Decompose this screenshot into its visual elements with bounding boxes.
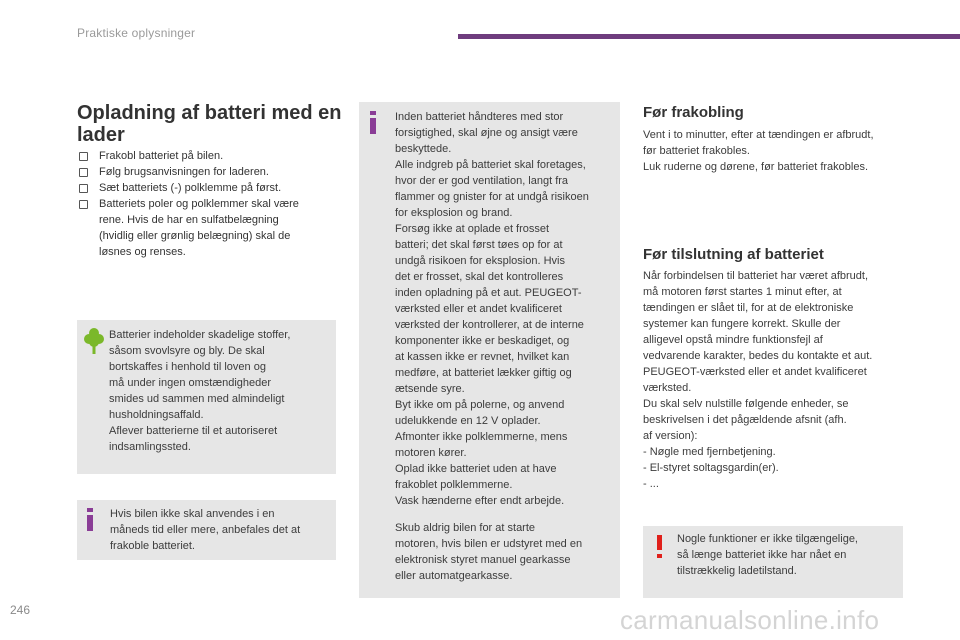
page-number: 246 bbox=[10, 603, 31, 617]
list-item: Følg brugsanvisningen for laderen. bbox=[77, 164, 327, 180]
title-line: Opladning af batteri med en bbox=[77, 102, 342, 124]
info-icon bbox=[86, 508, 96, 532]
warning-note-box bbox=[643, 526, 903, 598]
warning-exclamation-icon bbox=[657, 535, 662, 559]
list-item: Sæt batteriets (-) polklemme på først. bbox=[77, 180, 327, 196]
environment-note-text: Batterier indeholder skadelige stoffer, såsom svovlsyre og bly. De skal bortskaffes i henhold til loven og må under ingen omstændigheder smides ud sammen med almindeligt husholdningsaffald. Aflever batterierne til et autoriseret indsamlingssted. bbox=[109, 329, 291, 453]
section-heading-before-connect: Før tilslutning af batteriet bbox=[643, 246, 824, 263]
tree-icon bbox=[83, 327, 105, 355]
list-item: Frakobl batteriet på bilen. bbox=[77, 148, 327, 164]
checkbox-bullet-icon bbox=[79, 168, 88, 177]
before-connect-text: Når forbindelsen til batteriet har været afbrudt, må motoren først startes 1 minut efter, at tændingen er slået til, for at de elektroniske systemer kan fungere korrekt. Skulle der alligevel opstå mindre funktionsfejl af vedvarende karakter, bedes du kontakte et aut. PEUGEOT-værksted eller et andet kvalificeret værksted. Du skal selv nulstille følgende enheder, se beskrivelsen i det pågældende afsnit (afh. af version): - Nøgle med fjernbetjening. - El-styret soltagsgardin(er). - ... bbox=[643, 270, 873, 490]
warning-note-text: Nogle funktioner er ikke tilgængelige, så længe batteriet ikke har nået en tilstrækkelig ladetilstand. bbox=[677, 533, 858, 577]
instruction-list bbox=[77, 148, 327, 260]
section-heading-before-disconnect: Før frakobling bbox=[643, 104, 744, 121]
caution-push-start-text: Skub aldrig bilen for at starte motoren, hvis bilen er udstyret med en elektronisk styret manuel gearkasse eller automatgearkasse. bbox=[395, 522, 583, 582]
info-note-text: Hvis bilen ikke skal anvendes i en måneds tid eller mere, anbefales det at frakoble batteriet. bbox=[110, 508, 301, 552]
info-icon bbox=[369, 111, 379, 135]
section-header: Praktiske oplysninger bbox=[77, 26, 196, 40]
checkbox-bullet-icon bbox=[79, 200, 88, 209]
title-line: lader bbox=[77, 124, 125, 146]
header-accent-bar bbox=[458, 34, 960, 39]
list-item: Batteriets poler og polklemmer skal være rene. Hvis de har en sulfatbelægning (hvidlig eller grønlig belægning) skal de løsnes og renses. bbox=[77, 196, 327, 260]
checkbox-bullet-icon bbox=[79, 184, 88, 193]
before-disconnect-text: Vent i to minutter, efter at tændingen er afbrudt, før batteriet frakobles. Luk ruderne og dørene, før batteriet frakobles. bbox=[643, 129, 874, 173]
info-note-box bbox=[77, 500, 336, 560]
caution-main-text: Inden batteriet håndteres med stor forsigtighed, skal øjne og ansigt være beskyttede. Alle indgreb på batteriet skal foretages, hvor der er god ventilation, langt fra flammer og gnister for at undgå risikoen for eksplosion og brand. Forsøg ikke at oplade et frosset batteri; det skal først tøes op for at undgå risikoen for eksplosion. Hvis det er frosset, skal det kontrolleres inden opladning på et aut. PEUGEOT- værksted eller et andet kvalificeret værksted der kontrollerer, at de interne komponenter ikke er beskadiget, og at kassen ikke er revnet, hvilket kan medføre, at batteriet lækker giftig og ætsende syre. Byt ikke om på polerne, og anvend udelukkende en 12 V oplader. Afmonter ikke polklemmerne, mens motoren kører. Oplad ikke batteriet uden at have frakoblet polklemmerne. Vask hænderne efter endt arbejde. bbox=[395, 111, 589, 507]
watermark: carmanualsonline.info bbox=[620, 605, 880, 635]
caution-panel bbox=[359, 102, 620, 598]
checkbox-bullet-icon bbox=[79, 152, 88, 161]
page-title bbox=[77, 102, 352, 146]
environment-note-box bbox=[77, 320, 336, 474]
